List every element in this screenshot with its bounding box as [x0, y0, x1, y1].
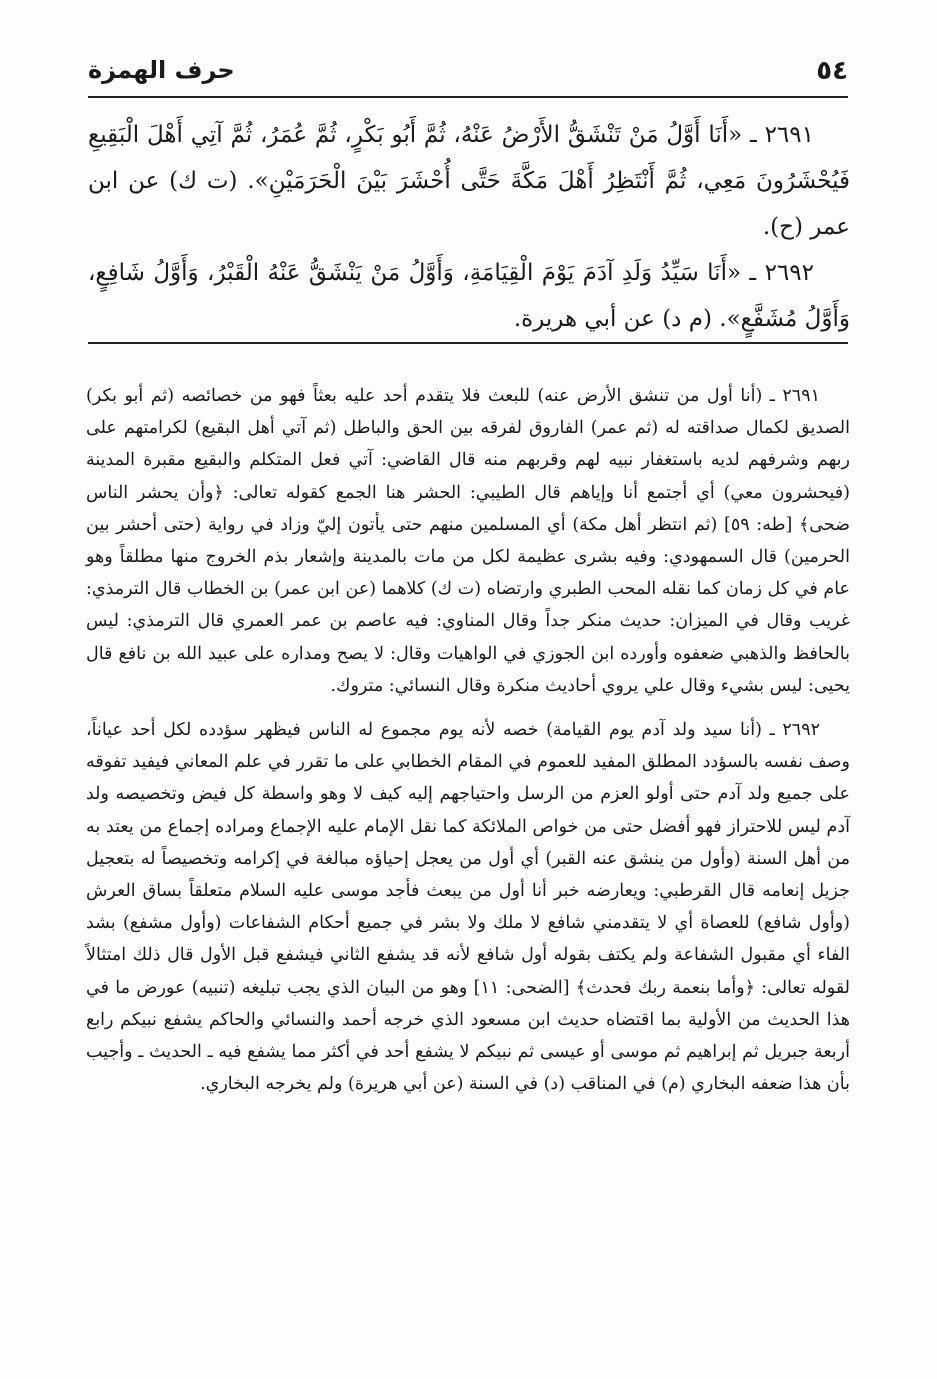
commentary-2691: ٢٦٩١ ـ (أنا أول من تنشق الأرض عنه) للبعث فلا يتقدم أحد عليه بعثاً فهو من خصائصه (ثم أبو بكر) الصديق لكمال صداقته له (ثم عمر) الفاروق لفرقه بين الحق والباطل (ثم آتي أهل البقيع) لكرامتهم على ربهم وشرفهم لديه باستغفار نبيه لهم وقربهم منه قال القاضي: آتي فعل المتكلم والبقيع مقبرة المدينة (فيحشرون معي) أي أجتمع أنا وإياهم قال الطيبي: الحشر هنا الجمع كقوله تعالى: ﴿وأن يحشر الناس ضحى﴾ [طه: ٥٩] (ثم انتظر أهل مكة) أي المسلمين منهم حتى يأتون إليّ وزاد في رواية (حتى أحشر بين الحرمين) قال السمهودي: وفيه بشرى عظيمة لكل من مات بالمدينة وإشعار بذم الخروج منها مطلقاً وهو عام في كل زمان كما نقله المحب الطبري وارتضاه (ت ك) كلاهما (عن ابن عمر) بن الخطاب قال الترمذي: غريب وقال في الميزان: حديث منكر جداً وقال المناوي: فيه عاصم بن عمر العمري قال الترمذي: ليس بالحافظ والذهبي ضعفوه وأورده ابن الجوزي في الواهيات وقال: لا يصح ومداره على عبيد الله بن نافع قال يحيى: ليس بشيء وقال علي يروي أحاديث منكرة وقال النسائي: متروك. [86, 386, 851, 696]
page-header [88, 56, 848, 90]
commentary-2692: ٢٦٩٢ ـ (أنا سيد ولد آدم يوم القيامة) خصه لأنه يوم مجموع له الناس فيظهر سؤدده لكل أحد عياناً، وصف نفسه بالسؤدد المطلق المفيد للعموم في المقام الخطابي على ما تقرر في علم المعاني فيفيد تفوقه على جميع ولد آدم حتى أولو العزم من الرسل واحتياجهم إليه كيف لا وهو واسطة كل فيض وتخصيصه ولد آدم ليس للاحتراز فهو أفضل حتى من خواص الملائكة كما نقل الإمام عليه الإجماع ومراده إجماع من يعتد به من أهل السنة (وأول من ينشق عنه القبر) أي أول من يعجل إحياؤه مبالغة في إكرامه وتخصيصاً له بتعجيل جزيل إنعامه قال القرطبي: ويعارضه خبر أنا أول من يبعث فأجد موسى عليه السلام متعلقاً بساق العرش (وأول شافع) للعصاة أي لا يتقدمني شافع لا ملك ولا بشر في جميع أحكام الشفاعات (وأول مشفع) بشد الفاء أي مقبول الشفاعة ولم يكتف بقوله أول شافع لأنه قد يشفع الثاني فيشفع قبل الأول قال ذلك امتثالاً لقوله تعالى: ﴿وأما بنعمة ربك فحدث﴾ [الضحى: ١١] وهو من البيان الذي يجب تبليغه (تنبيه) عورض ما في هذا الحديث من الأولية بما اقتضاه حديث ابن مسعود الذي خرجه أحمد والنسائي والحاكم يشفع نبيكم رابع أربعة جبريل ثم إبراهيم ثم موسى أو عيسى ثم نبيكم لا يشفع أحد في أكثر مما يشفع فيه ـ الحديث ـ وأجيب بأن هذا ضعفه البخاري (م) في المناقب (د) في السنة (عن أبي هريرة) ولم يخرجه البخاري. [86, 720, 851, 1095]
hadith-text-block [88, 112, 850, 342]
page-number: ٥٤ [816, 56, 848, 86]
commentary-block [86, 380, 850, 1100]
footnote-divider [88, 342, 848, 344]
hadith-2691: ٢٦٩١ ـ «أَنَا أَوَّلُ مَنْ تَنْشَقُّ الأَرْضُ عَنْهُ، ثُمَّ أَبُو بَكْرٍ، ثُمَّ عُمَرُ، ثُمَّ آتِي أَهْلَ الْبَقِيعِ فَيُحْشَرُونَ مَعِي، ثُمَّ أَنْتَظِرُ أَهْلَ مَكَّةَ حَتَّى أُحْشَرَ بَيْنَ الْحَرَمَيْنِ». (ت ك) عن ابن عمر (ح). [88, 122, 850, 240]
header-divider [88, 96, 848, 98]
chapter-title: حرف الهمزة [88, 56, 235, 84]
hadith-2692: ٢٦٩٢ ـ «أَنَا سَيِّدُ وَلَدِ آدَمَ يَوْمَ الْقِيَامَةِ، وَأَوَّلُ مَنْ يَنْشَقُّ عَنْهُ الْقَبْرُ، وَأَوَّلُ شَافِعٍ، وَأَوَّلُ مُشَفَّعٍ». (م د) عن أبي هريرة. [88, 260, 850, 332]
